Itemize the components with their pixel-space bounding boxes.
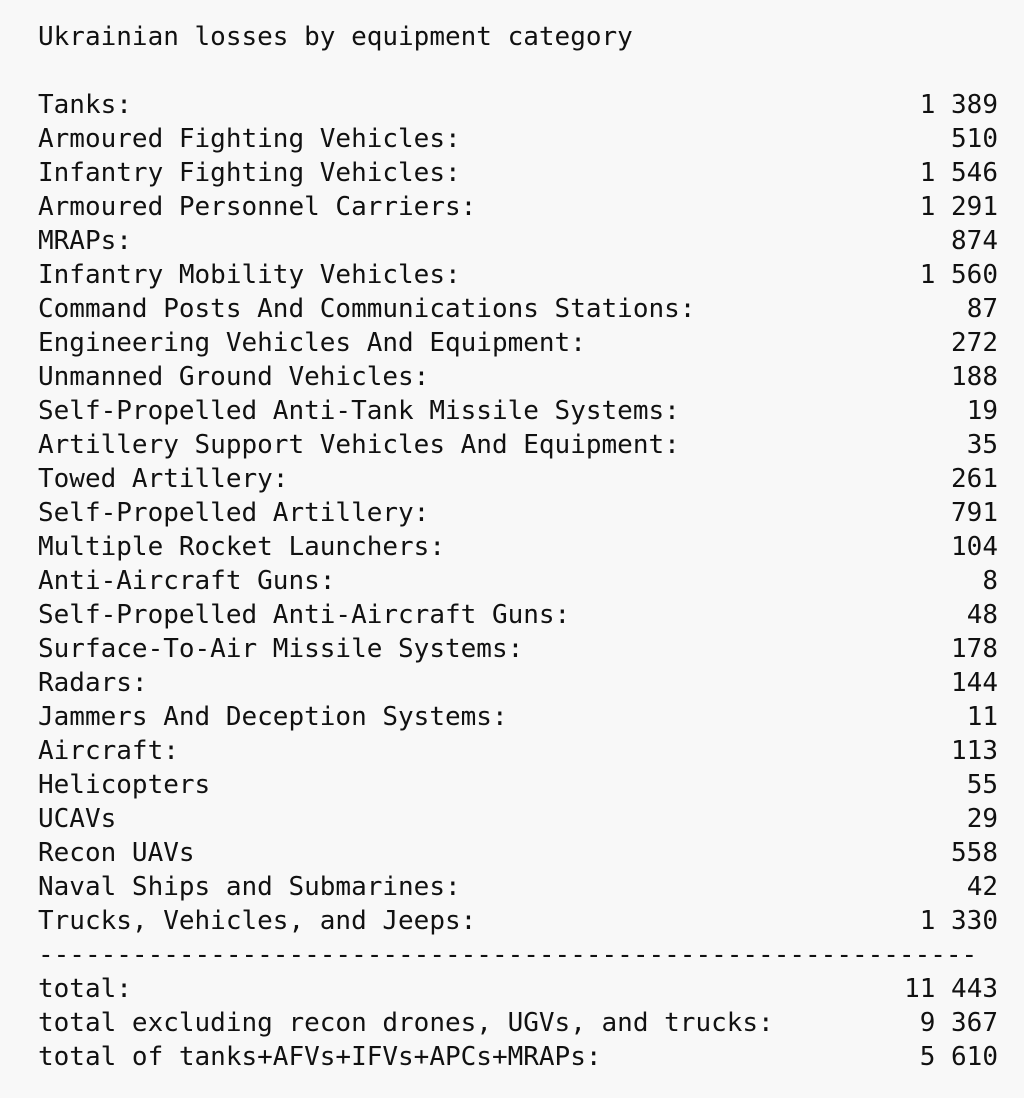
category-label: Command Posts And Communications Stations: — [38, 294, 696, 324]
category-value: 19 — [966, 396, 998, 426]
category-row — [38, 326, 998, 360]
category-label: Armoured Fighting Vehicles: — [38, 124, 461, 154]
category-label: Surface-To-Air Missile Systems: — [38, 634, 524, 664]
category-row — [38, 666, 998, 700]
category-label: Naval Ships and Submarines: — [38, 872, 461, 902]
total-row — [38, 1006, 998, 1040]
category-value: 11 — [966, 702, 998, 732]
category-row — [38, 564, 998, 598]
category-value: 558 — [951, 838, 998, 868]
total-label: total: — [38, 974, 132, 1004]
category-label: Helicopters — [38, 770, 211, 800]
category-value: 1 291 — [919, 192, 998, 222]
category-value: 178 — [951, 634, 998, 664]
category-row — [38, 394, 998, 428]
category-value: 113 — [951, 736, 998, 766]
category-label: Trucks, Vehicles, and Jeeps: — [38, 906, 477, 936]
category-value: 144 — [951, 668, 998, 698]
category-value: 29 — [966, 804, 998, 834]
category-row — [38, 122, 998, 156]
category-value: 272 — [951, 328, 998, 358]
category-row — [38, 632, 998, 666]
category-label: Armoured Personnel Carriers: — [38, 192, 477, 222]
category-row — [38, 870, 998, 904]
category-value: 48 — [966, 600, 998, 630]
category-row — [38, 224, 998, 258]
category-value: 55 — [966, 770, 998, 800]
category-label: Aircraft: — [38, 736, 179, 766]
category-value: 510 — [951, 124, 998, 154]
total-value: 5 610 — [919, 1042, 998, 1072]
category-label: Tanks: — [38, 90, 132, 120]
category-label: Towed Artillery: — [38, 464, 289, 494]
category-value: 1 330 — [919, 906, 998, 936]
category-row — [38, 258, 998, 292]
category-row — [38, 768, 998, 802]
total-label: total of tanks+AFVs+IFVs+APCs+MRAPs: — [38, 1042, 602, 1072]
category-row — [38, 360, 998, 394]
totals-list — [38, 972, 998, 1074]
category-value: 261 — [951, 464, 998, 494]
category-row — [38, 802, 998, 836]
category-label: Self-Propelled Artillery: — [38, 498, 430, 528]
category-label: Recon UAVs — [38, 838, 195, 868]
report-title: Ukrainian losses by equipment category — [38, 22, 633, 52]
category-row — [38, 428, 998, 462]
category-label: Infantry Mobility Vehicles: — [38, 260, 461, 290]
category-value: 1 560 — [919, 260, 998, 290]
category-row — [38, 530, 998, 564]
category-value: 874 — [951, 226, 998, 256]
category-label: Radars: — [38, 668, 148, 698]
category-label: UCAVs — [38, 804, 117, 834]
category-row — [38, 904, 998, 938]
category-label: Artillery Support Vehicles And Equipment: — [38, 430, 680, 460]
category-label: Unmanned Ground Vehicles: — [38, 362, 430, 392]
category-label: Self-Propelled Anti-Tank Missile Systems: — [38, 396, 680, 426]
category-row — [38, 156, 998, 190]
category-value: 8 — [982, 566, 998, 596]
category-row — [38, 462, 998, 496]
category-value: 87 — [966, 294, 998, 324]
divider-line: ------------------------------------------------------------ — [38, 940, 978, 970]
category-value: 42 — [966, 872, 998, 902]
category-row — [38, 88, 998, 122]
category-label: Multiple Rocket Launchers: — [38, 532, 445, 562]
category-value: 104 — [951, 532, 998, 562]
category-value: 35 — [966, 430, 998, 460]
category-value: 1 546 — [919, 158, 998, 188]
losses-report — [38, 20, 998, 1074]
category-value: 1 389 — [919, 90, 998, 120]
category-value: 188 — [951, 362, 998, 392]
category-label: Infantry Fighting Vehicles: — [38, 158, 461, 188]
category-row — [38, 292, 998, 326]
total-value: 11 443 — [904, 974, 998, 1004]
category-row — [38, 598, 998, 632]
total-row — [38, 1040, 998, 1074]
total-label: total excluding recon drones, UGVs, and trucks: — [38, 1008, 774, 1038]
category-label: MRAPs: — [38, 226, 132, 256]
total-value: 9 367 — [919, 1008, 998, 1038]
category-row — [38, 836, 998, 870]
total-row — [38, 972, 998, 1006]
category-row — [38, 190, 998, 224]
category-label: Jammers And Deception Systems: — [38, 702, 508, 732]
category-row — [38, 734, 998, 768]
category-value: 791 — [951, 498, 998, 528]
category-row — [38, 496, 998, 530]
category-row — [38, 700, 998, 734]
category-label: Anti-Aircraft Guns: — [38, 566, 336, 596]
category-list — [38, 88, 998, 938]
category-label: Engineering Vehicles And Equipment: — [38, 328, 586, 358]
category-label: Self-Propelled Anti-Aircraft Guns: — [38, 600, 571, 630]
